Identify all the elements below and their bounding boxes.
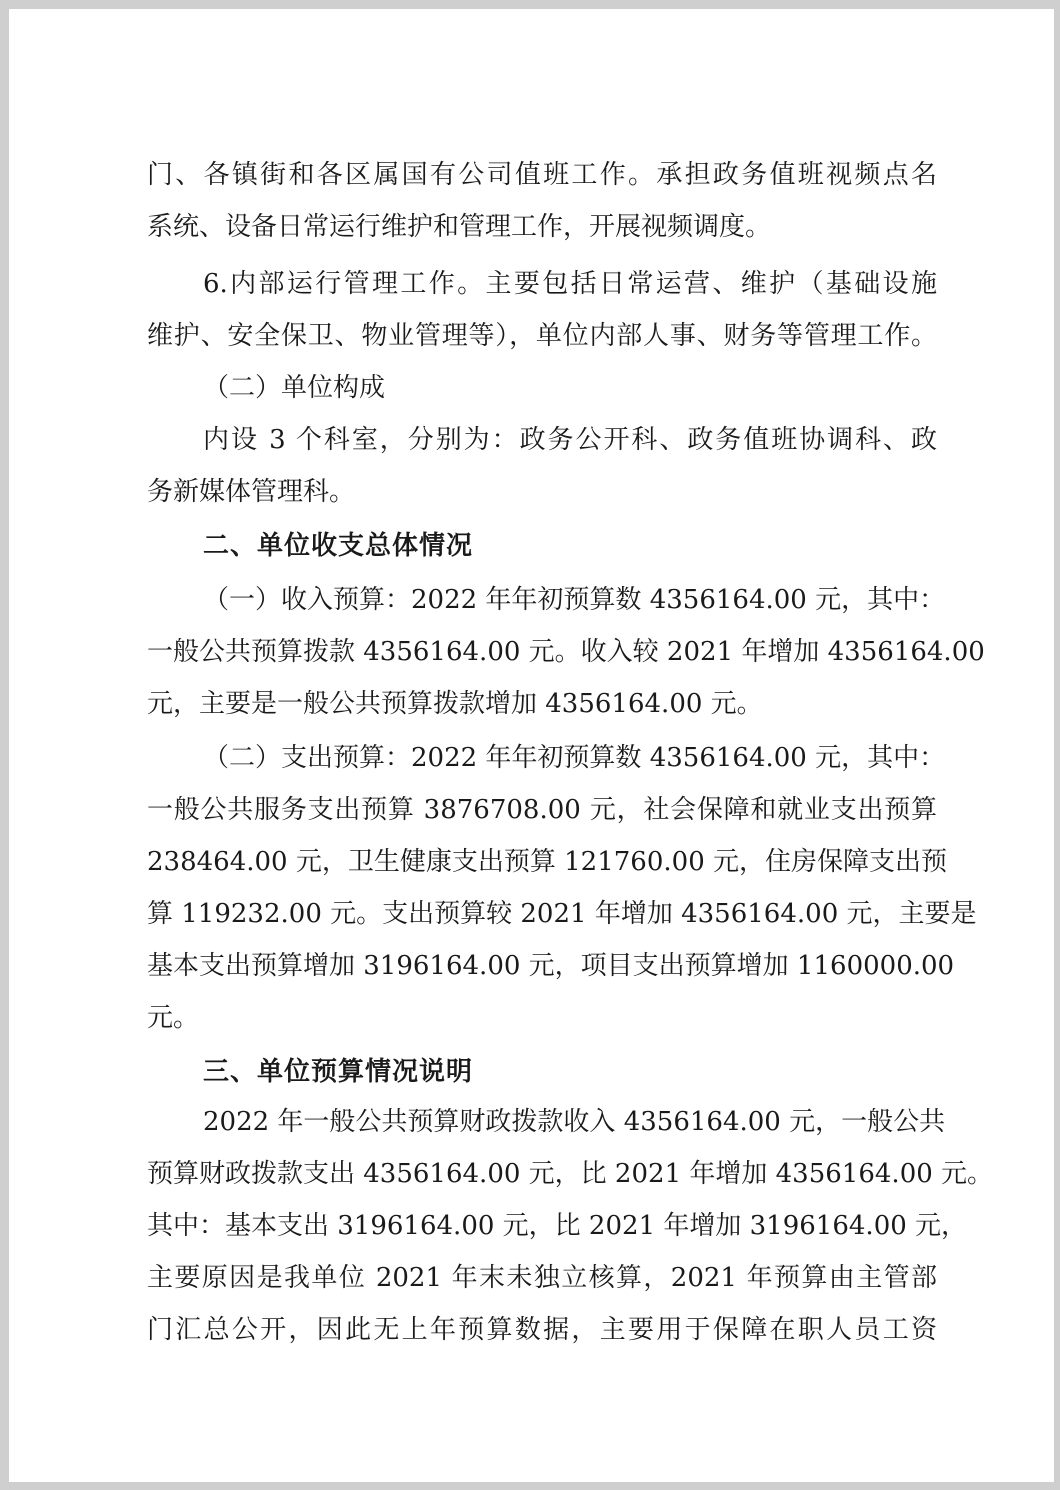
paragraph-line: 6.内部运行管理工作。主要包括日常运营、维护（基础设施 [203,269,937,299]
paragraph-line: 门、各镇街和各区属国有公司值班工作。承担政务值班视频点名 [147,160,937,190]
paragraph-line: 系统、设备日常运行维护和管理工作，开展视频调度。 [147,212,772,242]
paragraph-line: 元。 [147,1003,200,1033]
paragraph-line: （一）收入预算：2022 年年初预算数 4356164.00 元，其中： [203,585,946,615]
paragraph-line: （二）支出预算：2022 年年初预算数 4356164.00 元，其中： [203,743,946,773]
paragraph-line: 维护、安全保卫、物业管理等），单位内部人事、财务等管理工作。 [147,321,937,351]
section-heading: 三、单位预算情况说明 [203,1057,474,1087]
paragraph-line: 务新媒体管理科。 [147,477,356,507]
paragraph-line: 其中：基本支出 3196164.00 元，比 2021 年增加 3196164.00 元， [147,1211,968,1241]
section-heading: 二、单位收支总体情况 [203,531,474,561]
paragraph-line: 基本支出预算增加 3196164.00 元，项目支出预算增加 1160000.00 [147,951,955,981]
paragraph-line: 主要原因是我单位 2021 年末未独立核算，2021 年预算由主管部 [147,1263,937,1293]
section-subheading: （二）单位构成 [203,373,386,403]
paragraph-line: 门汇总公开，因此无上年预算数据，主要用于保障在职人员工资 [147,1315,937,1345]
paragraph-line: 算 119232.00 元。支出预算较 2021 年增加 4356164.00 元，主要是 [147,899,977,929]
paragraph-line: 2022 年一般公共预算财政拨款收入 4356164.00 元，一般公共 [203,1107,946,1137]
paragraph-line: 元，主要是一般公共预算拨款增加 4356164.00 元。 [147,689,763,719]
paragraph-line: 一般公共服务支出预算 3876708.00 元，社会保障和就业支出预算 [147,795,937,825]
paragraph-line: 238464.00 元，卫生健康支出预算 121760.00 元，住房保障支出预 [147,847,947,877]
paragraph-line: 预算财政拨款支出 4356164.00 元，比 2021 年增加 4356164.00 元。 [147,1159,994,1189]
paragraph-line: 内设 3 个科室，分别为：政务公开科、政务值班协调科、政 [203,425,937,455]
paragraph-line: 一般公共预算拨款 4356164.00 元。收入较 2021 年增加 4356164.00 [147,637,985,667]
